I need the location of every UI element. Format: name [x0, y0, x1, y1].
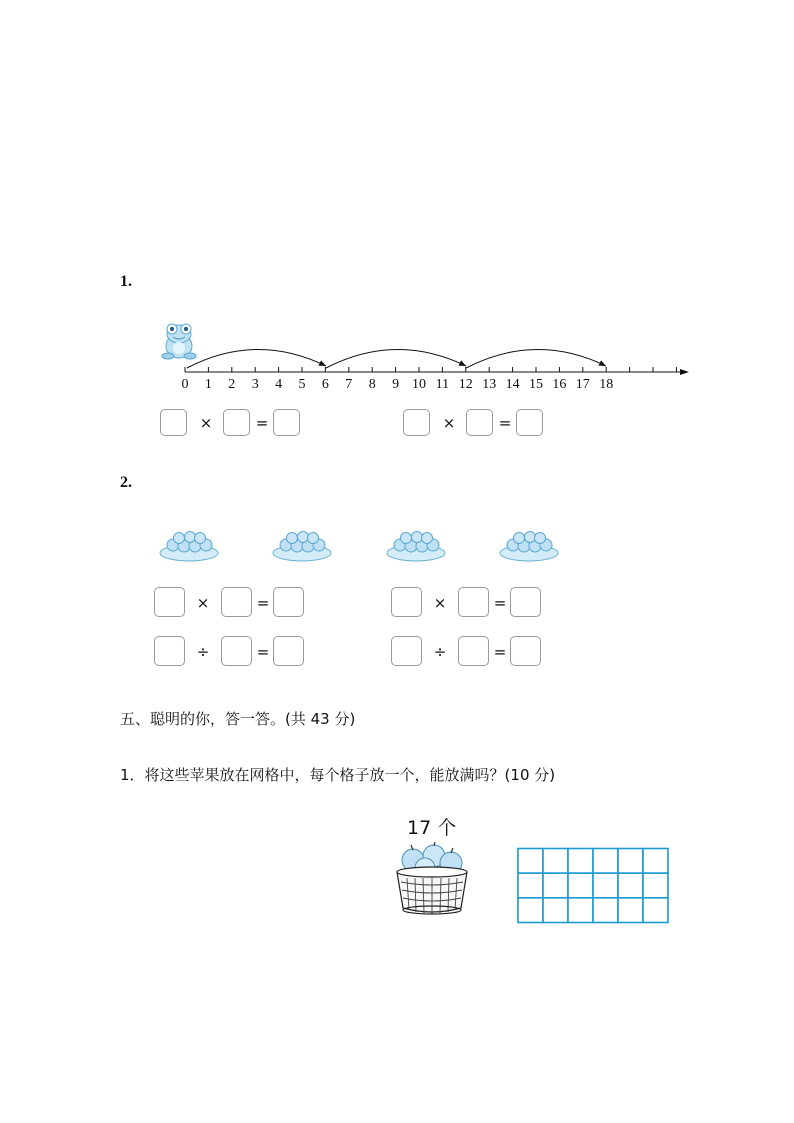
- number-line-label: 9: [392, 377, 400, 392]
- answer-box[interactable]: [510, 636, 541, 666]
- number-line-label: 16: [552, 377, 567, 392]
- question-number: 1.: [120, 273, 132, 290]
- multiply-sign: ×: [433, 594, 447, 612]
- multiply-sign: ×: [442, 414, 456, 432]
- multiply-sign: ×: [199, 414, 213, 432]
- number-line-label: 8: [368, 377, 376, 392]
- multiply-sign: ×: [196, 594, 210, 612]
- number-line-label: 17: [575, 377, 590, 392]
- number-line-label: 5: [298, 377, 306, 392]
- apple-plate-icon: [158, 527, 220, 563]
- number-line-label: 1: [204, 377, 212, 392]
- answer-box[interactable]: [154, 636, 185, 666]
- number-line-label: 2: [228, 377, 236, 392]
- number-line-label: 13: [482, 377, 497, 392]
- equals-sign: =: [493, 643, 507, 661]
- answer-box[interactable]: [510, 587, 541, 617]
- grid-cell[interactable]: [543, 849, 568, 874]
- answer-box[interactable]: [458, 636, 489, 666]
- answer-box[interactable]: [273, 636, 304, 666]
- grid-cell[interactable]: [593, 873, 618, 898]
- grid-cell[interactable]: [618, 898, 643, 923]
- apple-plate-icon: [271, 527, 333, 563]
- apple-plate-icon: [498, 527, 560, 563]
- equals-sign: =: [256, 643, 270, 661]
- grid-cell[interactable]: [568, 873, 593, 898]
- section-heading: 五、聪明的你，答一答。(共 43 分): [120, 710, 356, 728]
- apple-plate-icon: [385, 527, 447, 563]
- answer-box[interactable]: [221, 636, 252, 666]
- answer-box[interactable]: [273, 409, 300, 436]
- answer-box[interactable]: [160, 409, 187, 436]
- answer-box[interactable]: [403, 409, 430, 436]
- equals-sign: =: [493, 594, 507, 612]
- number-line-label: 6: [321, 377, 329, 392]
- answer-grid: [516, 847, 670, 924]
- grid-cell[interactable]: [643, 849, 668, 874]
- grid-cell[interactable]: [618, 849, 643, 874]
- grid-cell[interactable]: [518, 873, 543, 898]
- answer-box[interactable]: [273, 587, 304, 617]
- grid-cell[interactable]: [543, 873, 568, 898]
- number-line-label: 14: [505, 377, 520, 392]
- number-line-label: 7: [345, 377, 353, 392]
- grid-cell[interactable]: [643, 898, 668, 923]
- apple-basket-icon: [393, 842, 471, 918]
- grid-cell[interactable]: [643, 873, 668, 898]
- divide-sign: ÷: [196, 643, 210, 661]
- answer-box[interactable]: [516, 409, 543, 436]
- question-text: 1．将这些苹果放在网格中，每个格子放一个，能放满吗？(10 分): [120, 766, 556, 784]
- answer-box[interactable]: [458, 587, 489, 617]
- equals-sign: =: [256, 594, 270, 612]
- grid-cell[interactable]: [543, 898, 568, 923]
- grid-cell[interactable]: [568, 849, 593, 874]
- number-line-label: 18: [599, 377, 614, 392]
- number-line-label: 12: [458, 377, 473, 392]
- jump-arc-3: [466, 349, 606, 368]
- grid-cell[interactable]: [593, 898, 618, 923]
- axis-arrow: [680, 369, 689, 375]
- number-line: [175, 340, 695, 392]
- equals-sign: =: [255, 414, 269, 432]
- divide-sign: ÷: [433, 643, 447, 661]
- number-line-label: 4: [275, 377, 283, 392]
- answer-box[interactable]: [466, 409, 493, 436]
- apple-count-label: 17 个: [407, 817, 457, 839]
- answer-box[interactable]: [221, 587, 252, 617]
- question-number: 2.: [120, 474, 132, 491]
- equals-sign: =: [498, 414, 512, 432]
- answer-box[interactable]: [391, 636, 422, 666]
- number-line-label: 10: [412, 377, 426, 392]
- number-line-label: 0: [181, 377, 189, 392]
- answer-box[interactable]: [223, 409, 250, 436]
- answer-box[interactable]: [391, 587, 422, 617]
- answer-box[interactable]: [154, 587, 185, 617]
- grid-cell[interactable]: [518, 898, 543, 923]
- number-line-label: 3: [251, 377, 259, 392]
- grid-cell[interactable]: [568, 898, 593, 923]
- jump-arc-1: [187, 349, 326, 368]
- grid-cell[interactable]: [618, 873, 643, 898]
- grid-cell[interactable]: [518, 849, 543, 874]
- jump-arc-2: [326, 349, 466, 368]
- number-line-label: 11: [435, 377, 450, 392]
- grid-cell[interactable]: [593, 849, 618, 874]
- number-line-label: 15: [529, 377, 543, 392]
